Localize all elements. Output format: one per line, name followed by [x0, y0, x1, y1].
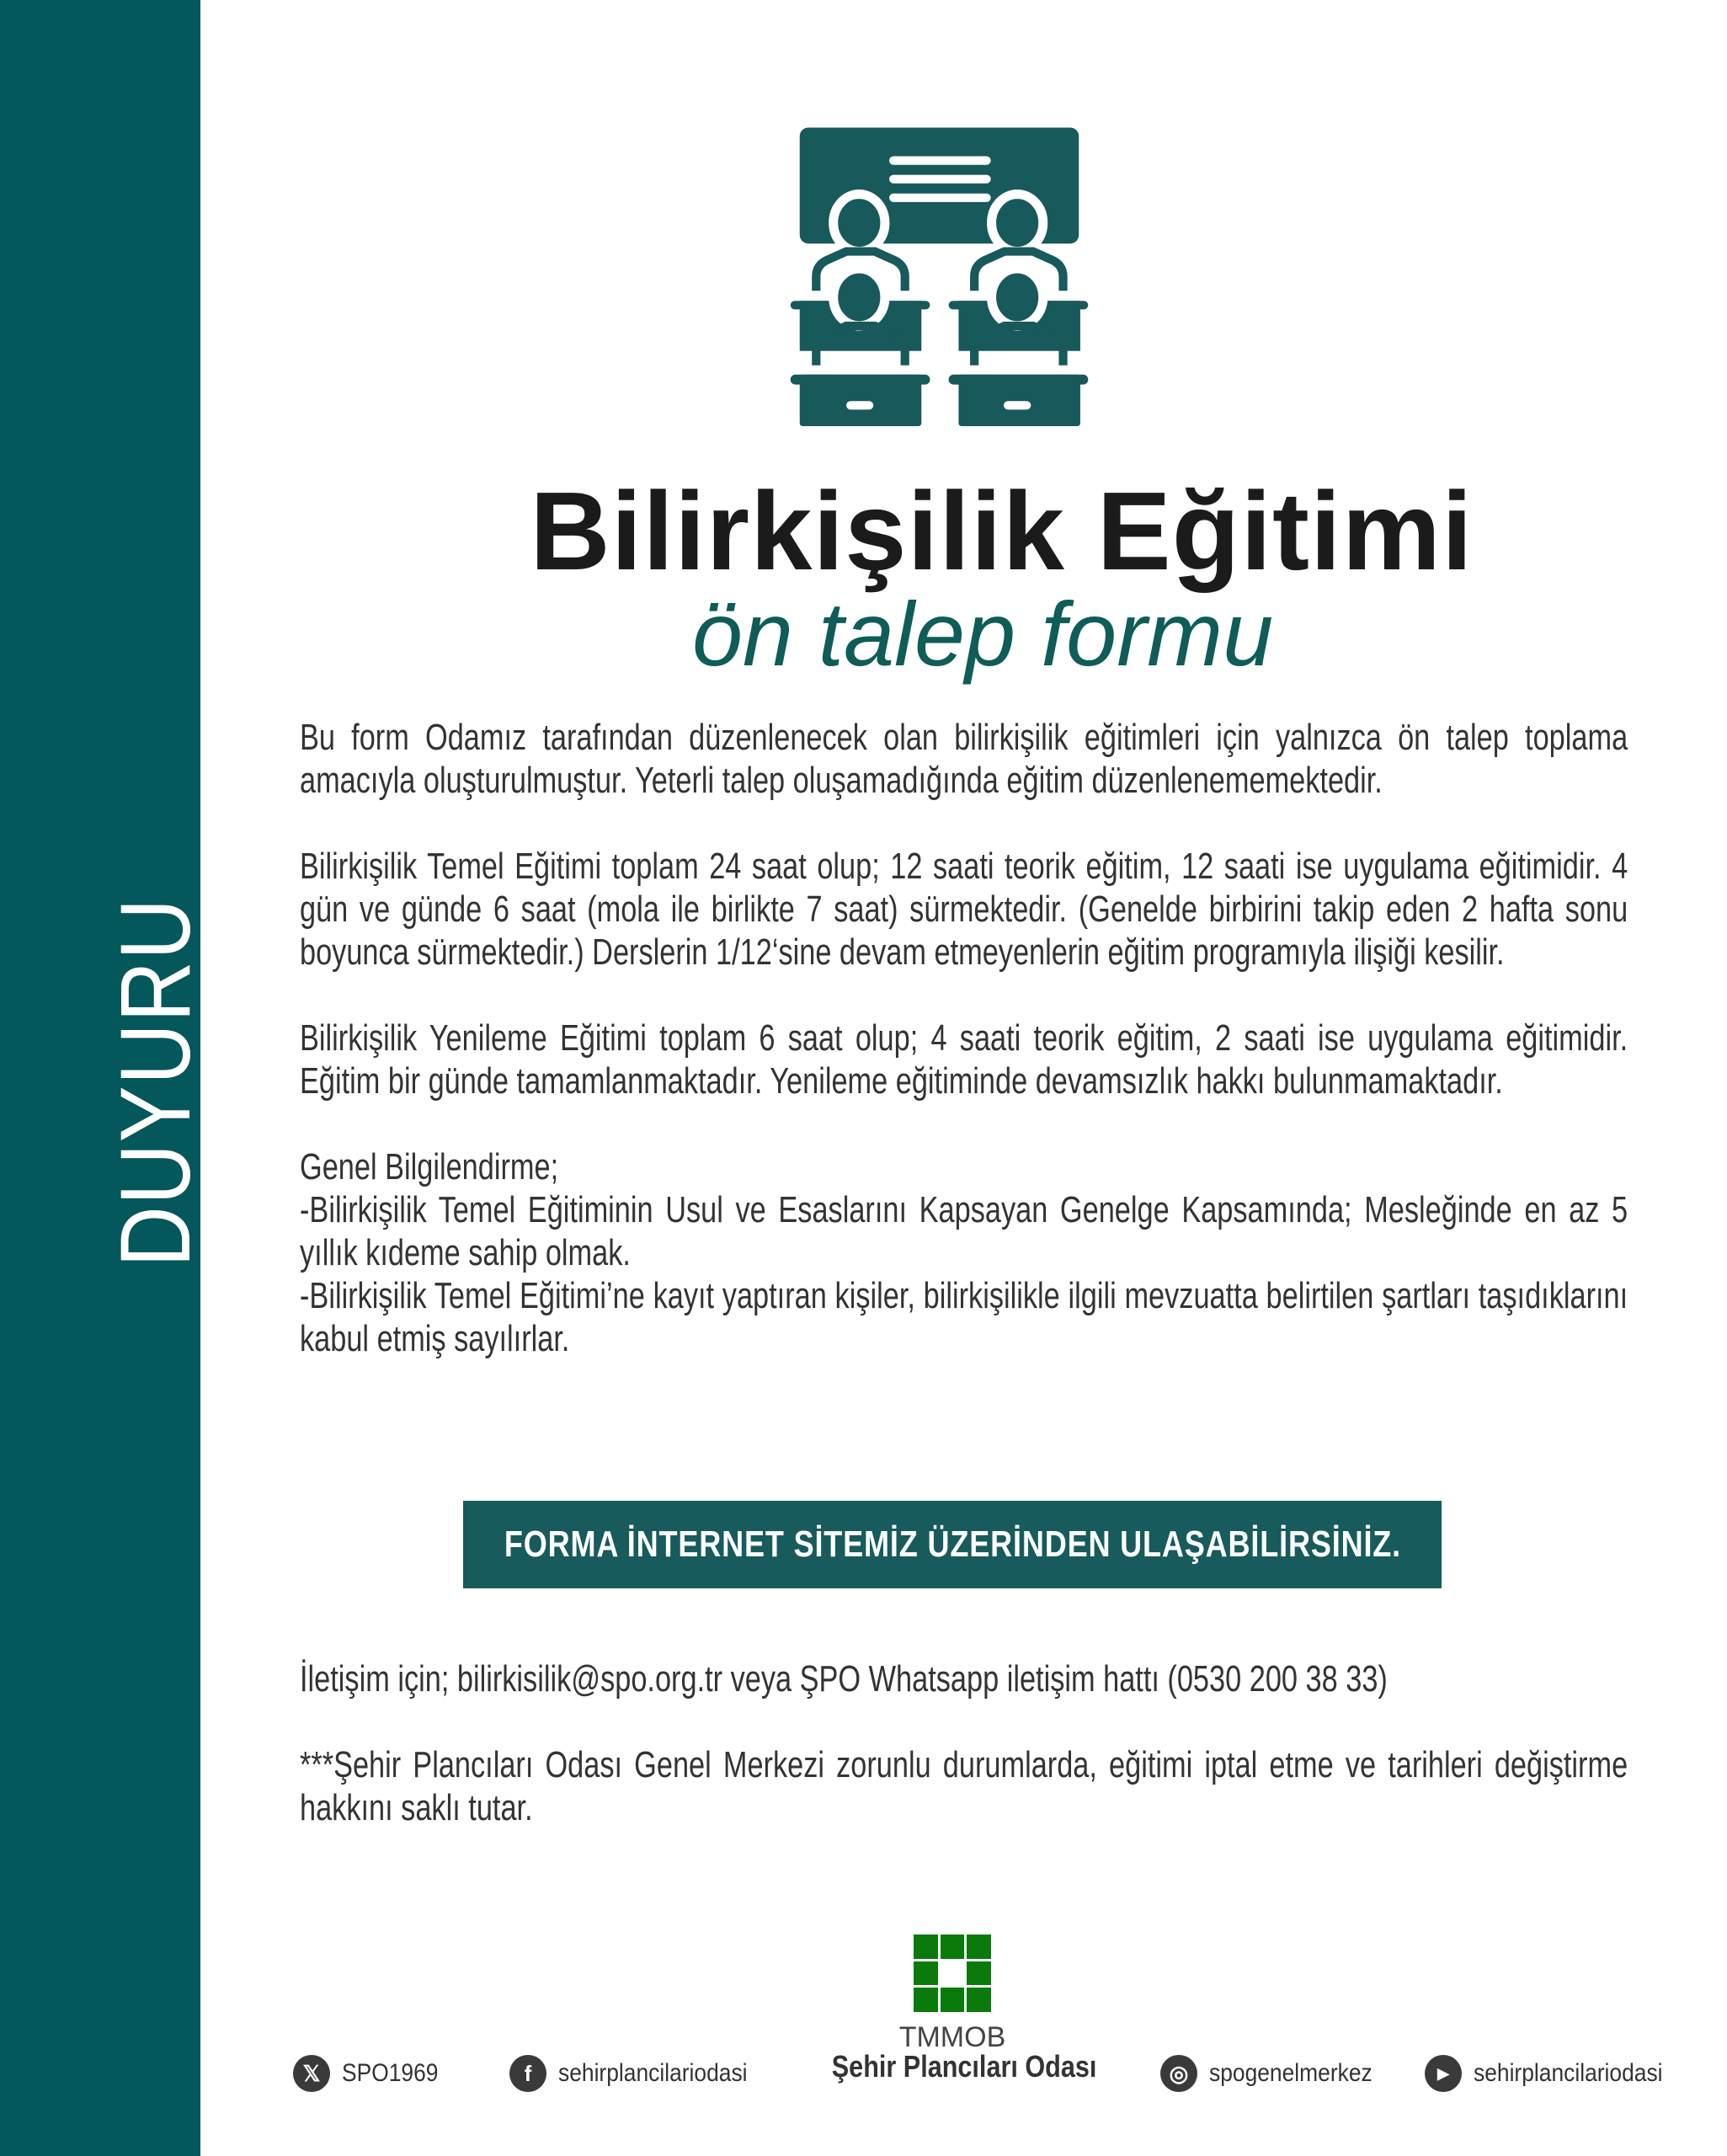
social-instagram[interactable] — [1160, 2055, 1394, 2092]
page-title: Bilirkişilik Eğitimi — [530, 469, 1474, 593]
social-x[interactable] — [293, 2055, 451, 2092]
youtube-icon: ▶ — [1425, 2055, 1462, 2092]
paragraph-line: Genel Bilgilendirme; — [300, 1146, 559, 1187]
paragraph-line: -Bilirkişilik Temel Eğitimi’ne kayıt yaptıran kişiler, bilirkişilikle ilgili mevzuatta belirtilen şartları taşıdıklarını kabul etmiş sayılırlar. — [300, 1275, 1628, 1359]
paragraph-line: Bu form Odamız tarafından düzenlenecek olan bilirkişilik eğitimleri için yalnızca ön talep toplama amacıyla oluşturulmuştur. Yeterli talep oluşamadığında eğitim düzenlenememektedir. — [300, 717, 1628, 801]
social-handle: sehirplancilariodasi — [558, 2059, 748, 2087]
classroom-icon — [775, 97, 1133, 459]
intro-paragraph — [300, 716, 1628, 802]
page-subtitle: ön talep formu — [691, 583, 1274, 685]
social-handle: sehirplancilariodasi — [1474, 2059, 1663, 2087]
body-text — [300, 716, 1628, 1403]
disclaimer: ***Şehir Plancıları Odası Genel Merkezi zorunlu durumlarda, eğitimi iptal etme ve tarihleri değiştirme hakkını saklı tutar. — [300, 1744, 1628, 1828]
social-handle: spogenelmerkez — [1209, 2059, 1373, 2087]
general-info-paragraph — [300, 1145, 1628, 1360]
banner-label: FORMA İNTERNET SİTEMİZ ÜZERİNDEN ULAŞABİLİRSİNİZ. — [504, 1524, 1401, 1565]
basic-training-paragraph — [300, 845, 1628, 974]
x-icon: 𝕏 — [293, 2055, 330, 2092]
facebook-icon: f — [509, 2055, 546, 2092]
announcement-label: DUYURU — [100, 897, 211, 1267]
org-name: Şehir Plancıları Odası — [831, 2049, 1097, 2084]
org-parent: TMMOB — [898, 2021, 1006, 2053]
social-handle: SPO1969 — [342, 2059, 439, 2087]
paragraph-line: Bilirkişilik Yenileme Eğitimi toplam 6 saat olup; 4 saati teorik eğitim, 2 saati ise uygulama eğitimidir. Eğitim bir günde tamamlanmaktadır. Yenileme eğitiminde devamsızlık hakkı bulunmamaktadır. — [300, 1017, 1628, 1102]
renewal-training-paragraph — [300, 1017, 1628, 1102]
paragraph-line: Bilirkişilik Temel Eğitimi toplam 24 saat olup; 12 saati teorik eğitim, 12 saati ise uygulama eğitimidir. 4 gün ve günde 6 saat (mola ile birlikte 7 saat) sürmektedir. (Genelde birbirini takip eden 2 hafta sonu boyunca sürmektedir.) Derslerin 1/12‘sine devam etmeyenlerin eğitim programıyla ilişiği kesilir. — [300, 846, 1628, 973]
spo-logo — [914, 1935, 991, 2012]
contact-line: İletişim için; bilirkisilik@spo.org.tr veya ŞPO Whatsapp iletişim hattı (0530 200 38 33) — [300, 1658, 1388, 1700]
social-youtube[interactable] — [1425, 2055, 1688, 2092]
social-facebook[interactable] — [509, 2055, 773, 2092]
paragraph-line: -Bilirkişilik Temel Eğitiminin Usul ve Esaslarını Kapsayan Genelge Kapsamında; Mesleğinde en az 5 yıllık kıdeme sahip olmak. — [300, 1189, 1628, 1273]
contact-section — [300, 1657, 1628, 1872]
sidebar-band — [0, 0, 211, 2156]
instagram-icon: ◎ — [1160, 2055, 1197, 2092]
form-website-banner[interactable] — [463, 1501, 1442, 1588]
